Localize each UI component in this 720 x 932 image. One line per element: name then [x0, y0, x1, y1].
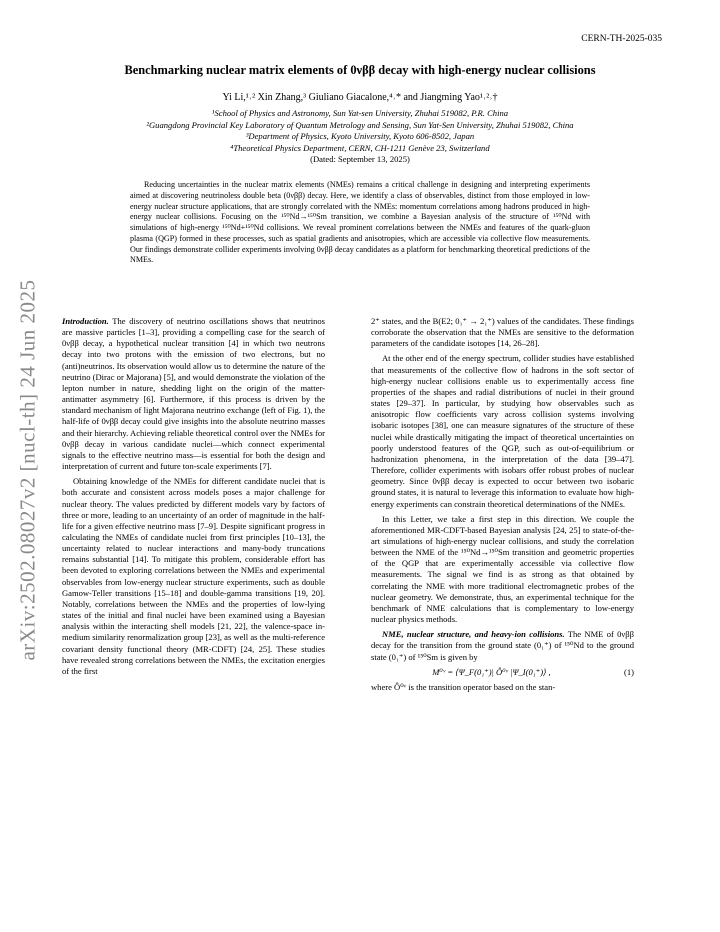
body-paragraph: In this Letter, we take a first step in this direction. We couple the aforementioned MR-CDFT-based Bayesian analysis [24, 25] to state-of-the-art simulations of high-energy nuclear collisions, and study the correlation between the NME of the ¹⁵⁰Nd→¹⁵⁰Sm transition and geometric properties of the QGP that are experimentally accessible via collective flow measurements. The signal we find is as strong as that obtained by correlating the NME with more traditional electromagnetic probes of the nuclear geometry. We demonstrate, thus, an experimental technique for the benchmark of NME calculations that is complementary to low-energy nuclear physics methods.	[371, 513, 634, 625]
introduction-text: The discovery of neutrino oscillations shows that neutrinos are massive particles [1–3], providing a compelling case for the search of 0νββ decay, a hypothetical nuclear transition [4] in which two neutrons decay into two protons with the emission of two electrons, but no (anti)neutrinos. Its observation would allow us to determine the nature of the neutrino (Dirac or Majorana) [5], and would demonstrate the violation of the lepton number in nature, shedding light on the origin of the matter-antimatter asymmetry [6]. Furthermore, if this process is driven by the standard mechanism of light Majorana neutrino exchange (left of Fig. 1), the half-life of 0νββ decay could give insights into the absolute neutrino masses and their hierarchy. Achieving reliable theoretical control over the NMEs for 0νββ decay in various candidate nuclei—which connect experimental signals to the effective neutrino mass—is essential for both the design and interpretation of current and future ton-scale experiments [7].	[62, 316, 325, 472]
equation-body: M⁰ᵛ = ⟨Ψ_F(0₁⁺)| Ô⁰ᵛ |Ψ_I(0₁⁺)⟩ ,	[432, 666, 551, 677]
affiliation-1: ¹School of Physics and Astronomy, Sun Yat-sen University, Zhuhai 519082, P.R. China	[211, 108, 509, 118]
equation-1	[371, 667, 634, 678]
introduction-heading: Introduction.	[62, 316, 109, 326]
equation-number: (1)	[624, 666, 634, 677]
body-paragraph: Obtaining knowledge of the NMEs for different candidate nuclei that is both accurate and consistent across models poses a major challenge for nuclear theory. The values predicted by different models vary by factors of three or more, leading to an uncertainty of an order of magnitude in the half-life for a given effective neutrino mass [7–9]. Despite significant progress in calculating the NMEs of candidate nuclei from first principles [10–13], the uncertainty related to nuclear interactions and many-body truncations remains substantial [14]. To mitigate this problem, considerable effort has been devoted to exploring correlations between the NMEs and experimental observables from low-energy nuclear structure experiments, such as double Gamow-Teller transitions [15–18] and double-gamma transitions [19, 20]. Notably, correlations between the NMEs and the properties of low-lying states of the initial and final nuclei have been examined using a Bayesian analysis within the interacting shell models [21, 22], the valence-space in-medium similarity renormalization group [23], as well as the multi-reference covariant density functional theory (MR-CDFT) [24, 25]. These studies have revealed strong correlations between the NMEs, the excitation energies of the first	[62, 476, 325, 676]
body-paragraph: where Ô⁰ᵛ is the transition operator based on the stan-	[371, 681, 556, 692]
affiliation-block	[70, 108, 650, 166]
affiliation-3: ³Department of Physics, Kyoto University, Kyoto 606-8502, Japan	[245, 131, 475, 141]
arxiv-sidebar	[8, 250, 48, 690]
report-number: CERN-TH-2025-035	[581, 34, 662, 44]
right-column	[371, 316, 634, 697]
body-paragraph: 2⁺ states, and the B(E2; 0₁⁺ → 2₁⁺) values of the candidates. These findings corroborate the observation that the NMEs are sensitive to the deformation parameters of the candidate isotopes [14, 26–28].	[371, 316, 634, 349]
paper-title: Benchmarking nuclear matrix elements of 0νββ decay with high-energy nuclear collisions	[124, 63, 596, 77]
section-paragraph	[371, 629, 634, 662]
body-paragraph: At the other end of the energy spectrum, collider studies have established that measurements of the collective flow of hadrons in the soft sector of high-energy nuclear collisions enable us to experimentally access fine properties of the shapes and radial distributions of nuclei in their ground states [29–37]. In particular, by studying how observables such as anisotropic flow coefficients vary across collision systems involving isobaric isotopes [38], one can measure signatures of the structure of these nuclei while drastically mitigating the impact of theoretical uncertainties on poorly understood features of the QGP, such as out-of-equilibrium or hadronization phenomena, in the interpretation of the data [39–47]. Therefore, collider experiments with isobars offer robust probes of nuclear geometry. Since 0νββ decay is expected to occur between two isobaric ground states, it is natural to leverage this information to evaluate how high-energy experiments can constrain theoretical determinations of the NMEs.	[371, 353, 634, 509]
abstract: Reducing uncertainties in the nuclear matrix elements (NMEs) remains a critical challenge in designing and interpreting experiments aimed at discovering neutrinoless double beta (0νββ) decay. Here, we identify a class of observables, distinct from those employed in low-energy nuclear structure applications, that are strongly correlated with the NMEs: momentum correlations among hadrons produced in high-energy nuclear collisions. Focusing on the ¹⁵⁰Nd→¹⁵⁰Sm transition, we combine a Bayesian analysis of the structure of ¹⁵⁰Nd with simulations of high-energy ¹⁵⁰Nd+¹⁵⁰Nd collisions. We reveal prominent correlations between the NMEs and features of the quark-gluon plasma (QGP) formed in these processes, such as spatial gradients and anisotropies, which are accessible via collective flow measurements. Our findings demonstrate collider experiments involving 0νββ decay candidates as a platform for benchmarking theoretical predictions of the NMEs.	[130, 180, 590, 265]
section-heading: NME, nuclear structure, and heavy-ion collisions.	[382, 629, 565, 640]
affiliation-2: ²Guangdong Provincial Key Laboratory of Quantum Metrology and Sensing, Sun Yat-Sen University, Zhuhai 519082, China	[146, 119, 574, 130]
arxiv-identifier[interactable]: arXiv:2502.08027v2 [nucl-th] 24 Jun 2025	[15, 279, 40, 661]
date-line: (Dated: September 13, 2025)	[310, 154, 410, 164]
affiliation-4: ⁴Theoretical Physics Department, CERN, CH-1211 Genève 23, Switzerland	[230, 142, 490, 153]
introduction-paragraph	[62, 316, 325, 472]
left-column	[62, 316, 325, 681]
author-list: Yi Li,¹˒² Xin Zhang,³ Giuliano Giacalone,⁴˒* and Jiangming Yao¹˒²˒†	[222, 92, 498, 103]
section-text: The NME of 0νββ decay for the transition from the ground state (0₁⁺) of ¹⁵⁰Nd to the ground state (0₁⁺) of ¹⁵⁰Sm is given by	[371, 629, 634, 662]
